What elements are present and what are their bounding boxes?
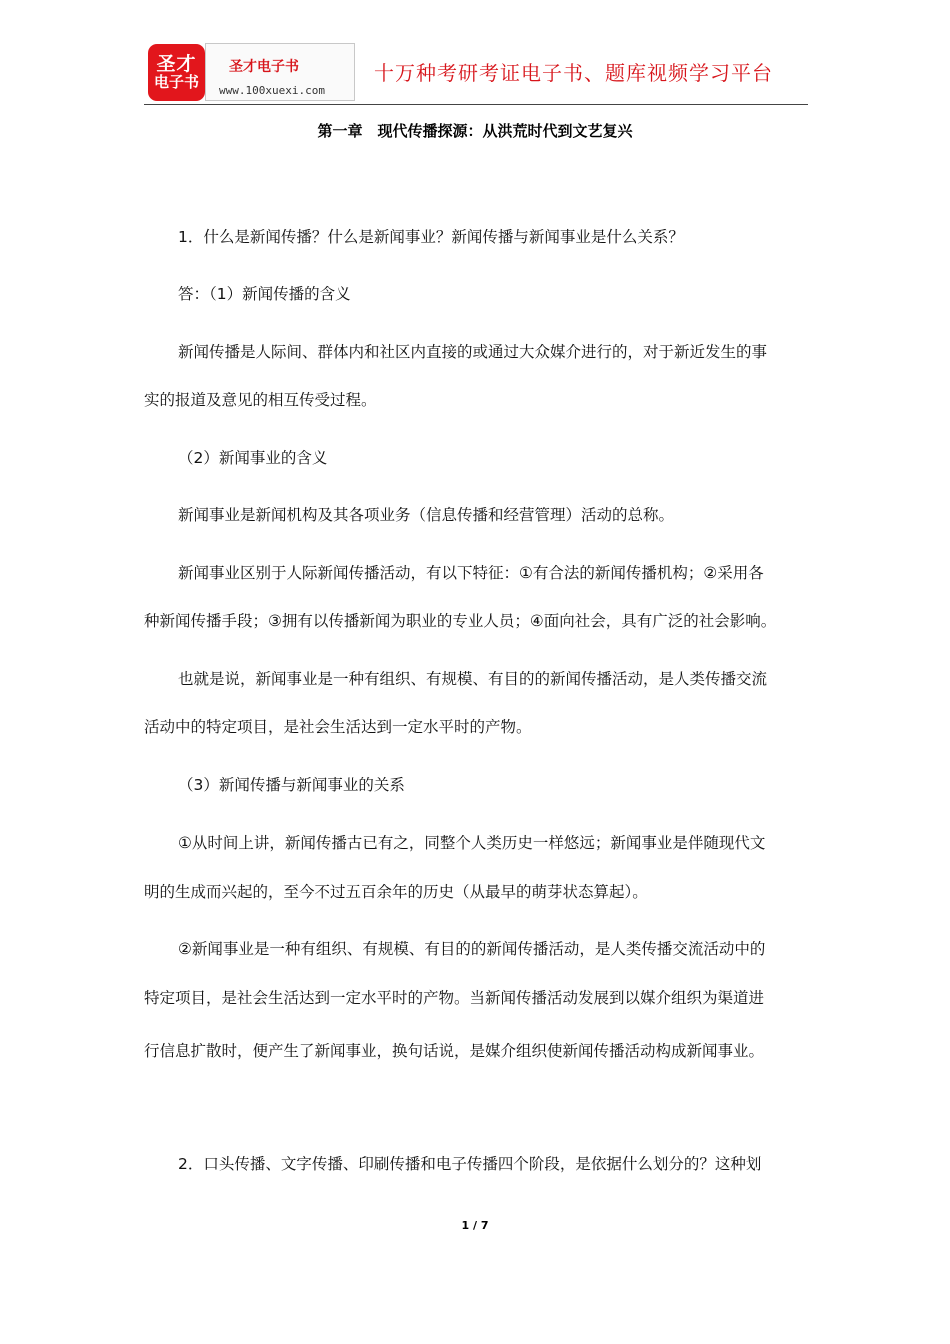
paragraph-line: 实的报道及意见的相互传受过程。 — [144, 391, 377, 409]
header-divider — [144, 104, 808, 105]
paragraph-line: 新闻事业是新闻机构及其各项业务（信息传播和经营管理）活动的总称。 — [178, 506, 675, 524]
paragraph-line: 新闻事业区别于人际新闻传播活动，有以下特征：①有合法的新闻传播机构；②采用各 — [178, 564, 764, 582]
answer-heading-3: （3）新闻传播与新闻事业的关系 — [178, 776, 405, 794]
question-2: 2．口头传播、文字传播、印刷传播和电子传播四个阶段，是依据什么划分的？这种划 — [178, 1155, 762, 1173]
paragraph-line: 种新闻传播手段；③拥有以传播新闻为职业的专业人员；④面向社会，具有广泛的社会影响。 — [144, 612, 777, 630]
paragraph-line: ②新闻事业是一种有组织、有规模、有目的的新闻传播活动，是人类传播交流活动中的 — [178, 940, 766, 958]
header-slogan: 十万种考研考证电子书、题库视频学习平台 — [374, 61, 773, 85]
question-1: 1．什么是新闻传播？什么是新闻事业？新闻传播与新闻事业是什么关系？ — [178, 228, 684, 246]
answer-heading-1: 答：（1）新闻传播的含义 — [178, 285, 351, 303]
page-header — [144, 43, 808, 105]
page-number: 1 / 7 — [461, 1219, 489, 1232]
brand-panel — [205, 43, 355, 101]
logo: 圣才 电子书 — [148, 44, 205, 101]
paragraph-line: ①从时间上讲，新闻传播古已有之，同整个人类历史一样悠远；新闻事业是伴随现代文 — [178, 834, 766, 852]
chapter-title: 第一章 现代传播探源：从洪荒时代到文艺复兴 — [317, 122, 633, 140]
paragraph-line: 特定项目，是社会生活达到一定水平时的产物。当新闻传播活动发展到以媒介组织为渠道进 — [144, 989, 765, 1007]
paragraph-line: 活动中的特定项目，是社会生活达到一定水平时的产物。 — [144, 718, 532, 736]
paragraph-line: 也就是说，新闻事业是一种有组织、有规模、有目的的新闻传播活动，是人类传播交流 — [178, 670, 768, 688]
paragraph-line: 明的生成而兴起的，至今不过五百余年的历史（从最早的萌芽状态算起）。 — [144, 883, 648, 901]
brand-name: 圣才电子书 — [229, 59, 299, 75]
brand-url[interactable]: www.100xuexi.com — [219, 84, 325, 97]
paragraph-line: 新闻传播是人际间、群体内和社区内直接的或通过大众媒介进行的，对于新近发生的事 — [178, 343, 768, 361]
answer-heading-2: （2）新闻事业的含义 — [178, 449, 328, 467]
paragraph-line: 行信息扩散时，便产生了新闻事业，换句话说，是媒介组织使新闻传播活动构成新闻事业。 — [144, 1042, 765, 1060]
